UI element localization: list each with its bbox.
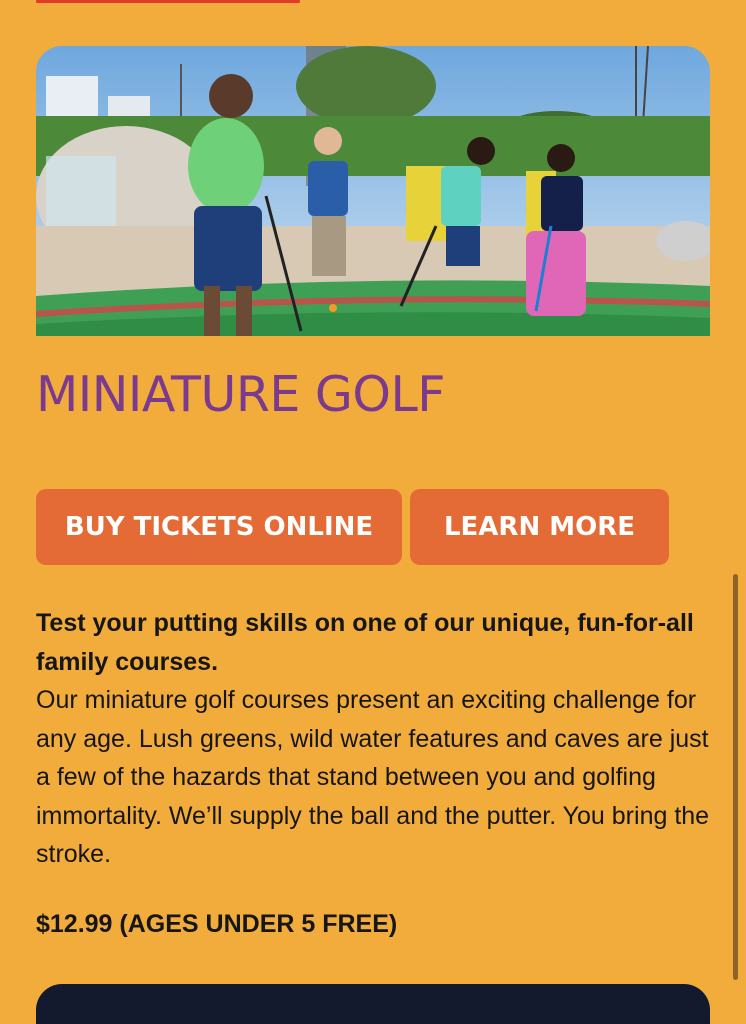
- learn-more-button[interactable]: LEARN MORE: [410, 489, 669, 565]
- description-lead: Test your putting skills on one of our unique, fun-for-all family courses.: [36, 609, 694, 676]
- hero-image: [36, 46, 710, 336]
- buy-tickets-button[interactable]: BUY TICKETS ONLINE: [36, 489, 402, 565]
- previous-link-underline[interactable]: [36, 0, 300, 3]
- scrollbar[interactable]: [733, 574, 738, 980]
- next-attraction-image: [36, 984, 710, 1024]
- page-title: MINIATURE GOLF: [36, 366, 445, 423]
- description: [36, 604, 714, 874]
- description-body: Our miniature golf courses present an exciting challenge for any age. Lush greens, wild water features and caves are just a few of the hazards that stand between you and golfing immortality. We’ll supply the ball and the putter. You bring the stroke.: [36, 686, 710, 868]
- price: $12.99 (AGES UNDER 5 FREE): [36, 910, 398, 938]
